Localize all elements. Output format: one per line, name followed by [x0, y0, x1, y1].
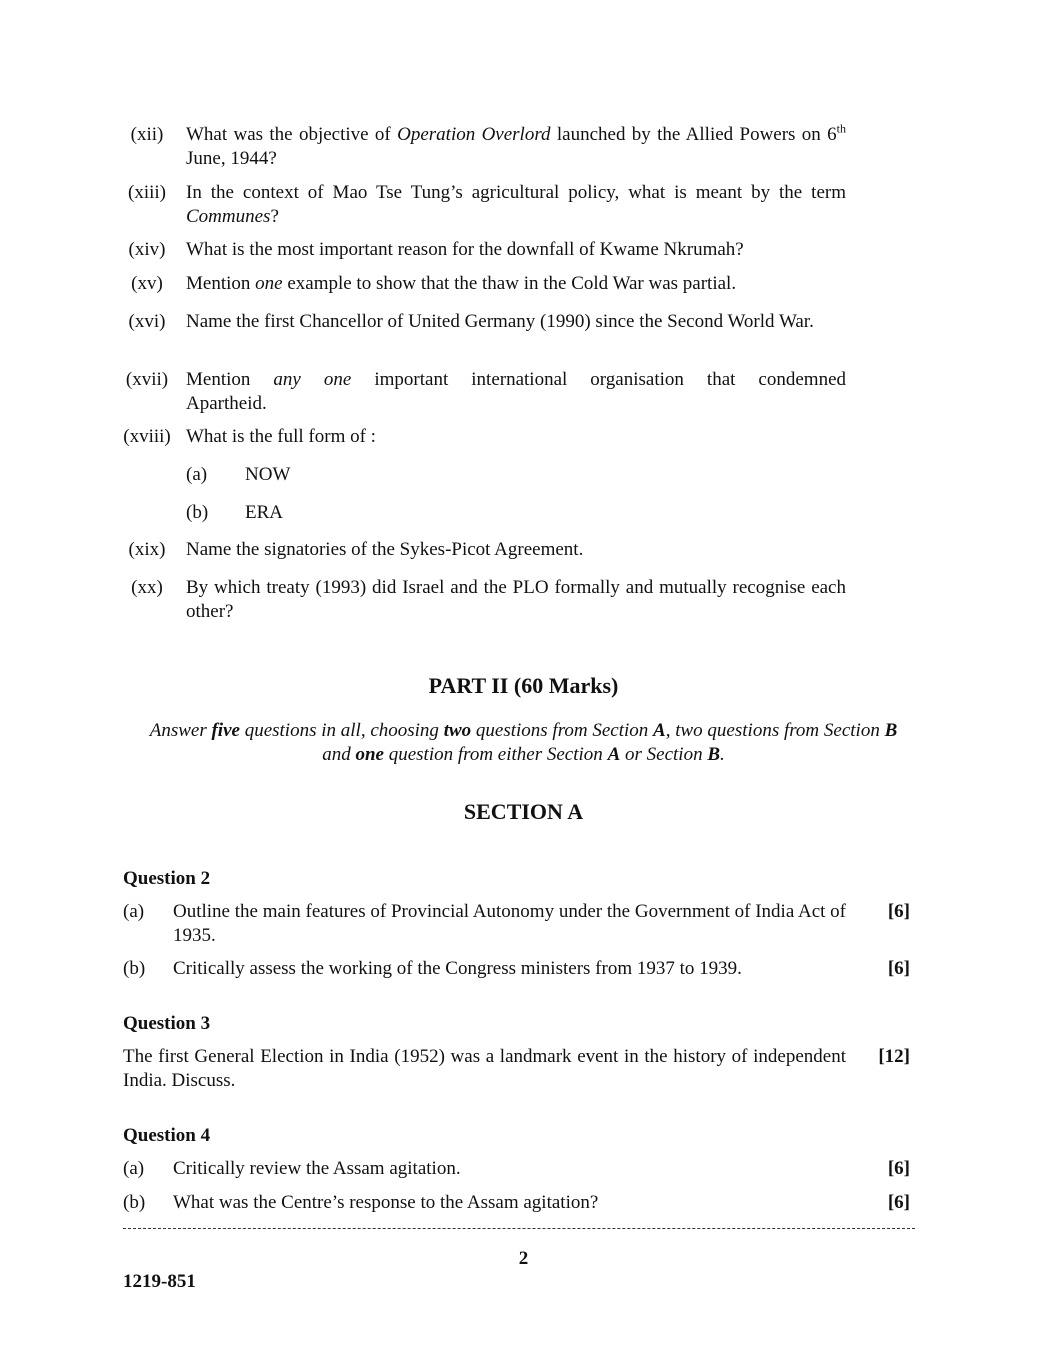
marks: [12]: [878, 1046, 910, 1067]
question-text: The first General Election in India (1952) was a landmark event in the history of independent India. Discuss.: [123, 1046, 846, 1091]
question-heading: Question 4: [123, 1125, 211, 1146]
item-number: (xvii): [125, 369, 169, 390]
item-number: (xviii): [123, 426, 171, 447]
marks: [6]: [887, 1158, 910, 1179]
sub-text: NOW: [245, 464, 291, 485]
marks: [6]: [887, 901, 910, 922]
item-text: Mention any one important international organisation that condemned Apartheid.: [186, 369, 847, 414]
item-text: Name the signatories of the Sykes-Picot Agreement.: [186, 539, 584, 560]
part-instructions: Answer five questions in all, choosing two questions from Section A, two questions from Section B and one question from either Section A or Section B.: [149, 720, 898, 765]
section-title: SECTION A: [463, 799, 584, 824]
part-label: (b): [123, 958, 146, 979]
item-number: (xvi): [128, 311, 166, 332]
part-title: PART II (60 Marks): [428, 673, 619, 698]
part-text: Outline the main features of Provincial Autonomy under the Government of India Act of 1935.: [173, 901, 846, 946]
item-text: In the context of Mao Tse Tung’s agricultural policy, what is meant by the term Communes?: [186, 182, 846, 227]
part-text: Critically assess the working of the Congress ministers from 1937 to 1939.: [173, 958, 742, 979]
sub-text: ERA: [245, 502, 283, 523]
marks: [6]: [887, 958, 910, 979]
marks: [6]: [887, 1192, 910, 1213]
item-number: (xii): [130, 124, 164, 145]
sub-label: (b): [186, 502, 209, 523]
part-text: What was the Centre’s response to the Assam agitation?: [173, 1192, 599, 1213]
part-label: (a): [123, 1158, 145, 1179]
footer-divider: [123, 1228, 915, 1229]
question-heading: Question 3: [123, 1013, 211, 1034]
item-number: (xiv): [128, 239, 166, 260]
question-heading: Question 2: [123, 868, 211, 889]
paper-code: 1219-851: [123, 1271, 196, 1292]
item-text: What is the most important reason for the downfall of Kwame Nkrumah?: [186, 239, 744, 260]
item-number: (xv): [131, 273, 163, 294]
item-text: What is the full form of :: [186, 426, 376, 447]
item-text: What was the objective of Operation Overlord launched by the Allied Powers on 6th June, 1944?: [186, 121, 846, 169]
part-label: (a): [123, 901, 145, 922]
item-number: (xx): [131, 577, 163, 598]
item-text: Name the first Chancellor of United Germany (1990) since the Second World War.: [186, 311, 814, 332]
item-text: By which treaty (1993) did Israel and the PLO formally and mutually recognise each other?: [186, 577, 846, 622]
sub-label: (a): [186, 464, 208, 485]
part-text: Critically review the Assam agitation.: [173, 1158, 461, 1179]
page-number: 2: [518, 1248, 529, 1269]
part-label: (b): [123, 1192, 146, 1213]
item-number: (xiii): [128, 182, 166, 203]
item-number: (xix): [128, 539, 166, 560]
item-text: Mention one example to show that the thaw in the Cold War was partial.: [186, 273, 737, 294]
